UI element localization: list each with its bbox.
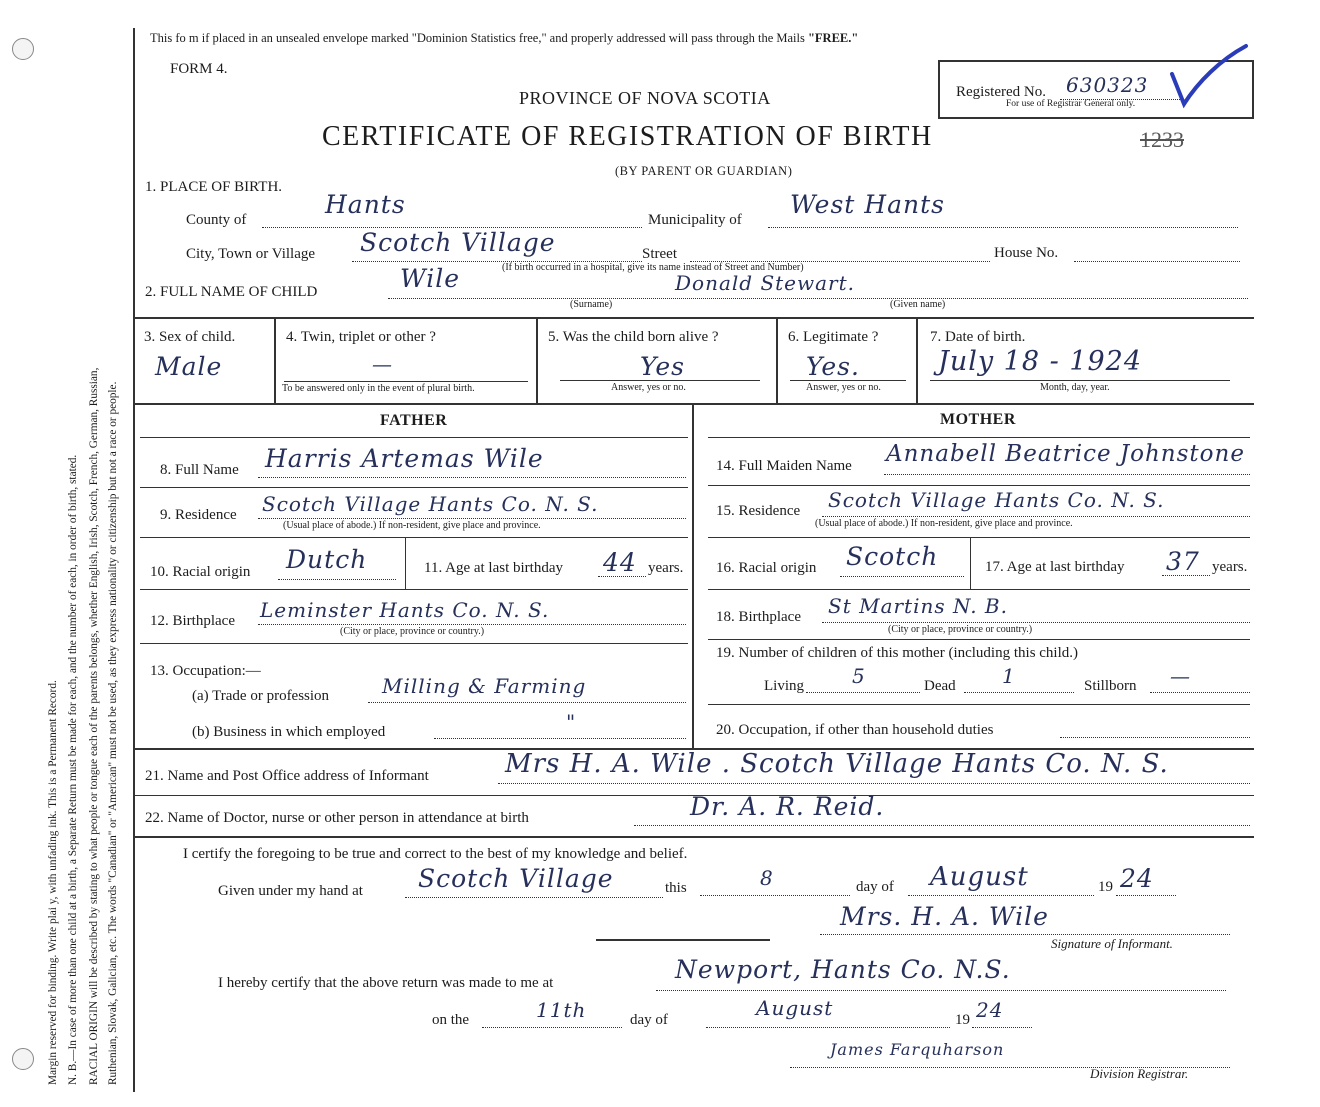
mother-row-divider bbox=[708, 704, 1250, 705]
father-residence-caption: (Usual place of abode.) If non-resident, give place and province. bbox=[283, 520, 541, 531]
certification-month-line bbox=[908, 895, 1094, 896]
date-of-birth-line bbox=[930, 380, 1230, 381]
father-birthplace-value: Leminster Hants Co. N. S. bbox=[260, 598, 550, 622]
province-heading: PROVINCE OF NOVA SCOTIA bbox=[519, 88, 771, 108]
father-birthplace-line bbox=[258, 624, 686, 625]
street-label: Street bbox=[642, 246, 677, 262]
mother-residence-line bbox=[822, 516, 1250, 517]
page-subtitle: (BY PARENT OR GUARDIAN) bbox=[615, 164, 793, 178]
binding-hole-icon bbox=[12, 1048, 34, 1070]
registrar-day-value: 11th bbox=[536, 998, 587, 1022]
day-of-label: day of bbox=[856, 879, 894, 895]
doctor-line bbox=[634, 825, 1250, 826]
born-alive-caption: Answer, yes or no. bbox=[611, 382, 686, 393]
registrar-day-line bbox=[482, 1027, 622, 1028]
mother-residence-value: Scotch Village Hants Co. N. S. bbox=[828, 488, 1165, 512]
form-number: FORM 4. bbox=[170, 61, 228, 77]
twin-line bbox=[284, 381, 528, 382]
registrar-year-value: 24 bbox=[976, 998, 1004, 1022]
page-title: CERTIFICATE OF REGISTRATION OF BIRTH bbox=[322, 121, 933, 152]
father-business-value: " bbox=[566, 710, 577, 734]
county-label: County of bbox=[186, 212, 247, 228]
mother-name-label: 14. Full Maiden Name bbox=[716, 458, 852, 474]
certification-statement: I certify the foregoing to be true and correct to the best of my knowledge and belief. bbox=[183, 846, 688, 862]
mother-name-value: Annabell Beatrice Johnstone bbox=[886, 441, 1245, 467]
living-line bbox=[806, 692, 920, 693]
father-row-divider bbox=[140, 589, 688, 590]
check-mark-icon bbox=[1168, 42, 1252, 114]
city-label: City, Town or Village bbox=[186, 246, 316, 262]
mother-name-line bbox=[884, 474, 1250, 475]
stillborn-line bbox=[1150, 692, 1250, 693]
mother-row-divider bbox=[708, 537, 1250, 538]
house-number-label: House No. bbox=[994, 245, 1059, 261]
form-left-border bbox=[133, 28, 135, 1092]
father-trade-value: Milling & Farming bbox=[382, 674, 587, 698]
legitimate-value: Yes. bbox=[806, 352, 860, 381]
father-row-divider bbox=[140, 487, 688, 488]
twin-caption: To be answered only in the event of plural birth. bbox=[282, 383, 475, 394]
this-label: this bbox=[665, 880, 687, 896]
certification-year-line bbox=[1116, 895, 1176, 896]
given-place-line bbox=[405, 897, 663, 898]
section-separator bbox=[596, 939, 770, 941]
father-name-line bbox=[258, 477, 686, 478]
father-business-line bbox=[434, 738, 686, 739]
signature-caption: Signature of Informant. bbox=[1051, 936, 1173, 951]
dead-label: Dead bbox=[924, 678, 956, 694]
legitimate-caption: Answer, yes or no. bbox=[806, 382, 881, 393]
county-value: Hants bbox=[325, 190, 406, 219]
born-alive-line bbox=[560, 380, 760, 381]
mother-row-divider bbox=[708, 639, 1250, 640]
father-business-label: (b) Business in which employed bbox=[192, 724, 386, 740]
place-of-birth-heading: 1. PLACE OF BIRTH. bbox=[145, 179, 283, 195]
registrar-signature: James Farquharson bbox=[830, 1040, 1005, 1059]
certification-month-value: August bbox=[930, 862, 1029, 892]
informant-label: 21. Name and Post Office address of Informant bbox=[145, 768, 429, 784]
given-name-caption: (Given name) bbox=[890, 299, 946, 310]
certification-year-value: 24 bbox=[1120, 864, 1154, 893]
certification-year-prefix: 19 bbox=[1098, 879, 1113, 895]
city-value: Scotch Village bbox=[360, 228, 556, 257]
mother-row-divider bbox=[708, 589, 1250, 590]
mother-row-divider bbox=[708, 485, 1250, 486]
mother-children-label: 19. Number of children of this mother (including this child.) bbox=[716, 645, 1079, 661]
binding-hole-icon bbox=[12, 38, 34, 60]
date-of-birth-value: July 18 - 1924 bbox=[938, 346, 1143, 377]
father-residence-value: Scotch Village Hants Co. N. S. bbox=[262, 492, 599, 516]
col-divider bbox=[274, 317, 276, 403]
mother-occupation-line bbox=[1060, 737, 1250, 738]
registrar-statement: I hereby certify that the above return was made to me at bbox=[218, 975, 554, 991]
child-given-name-value: Donald Stewart. bbox=[675, 271, 856, 295]
father-age-line bbox=[598, 576, 646, 577]
mother-racial-origin-label: 16. Racial origin bbox=[716, 560, 817, 576]
legitimate-label: 6. Legitimate ? bbox=[788, 329, 879, 345]
mother-age-line bbox=[1162, 575, 1210, 576]
father-row-divider bbox=[140, 643, 688, 644]
certification-day-line bbox=[700, 895, 850, 896]
born-alive-value: Yes bbox=[640, 352, 685, 381]
municipality-line bbox=[768, 227, 1238, 228]
row-divider bbox=[134, 317, 1254, 319]
father-name-label: 8. Full Name bbox=[160, 462, 239, 478]
sex-label: 3. Sex of child. bbox=[144, 329, 236, 345]
row-divider bbox=[134, 836, 1254, 838]
registered-label: Registered No. bbox=[956, 84, 1046, 100]
born-alive-label: 5. Was the child born alive ? bbox=[548, 329, 719, 345]
municipality-value: West Hants bbox=[790, 190, 945, 219]
twin-label: 4. Twin, triplet or other ? bbox=[286, 329, 436, 345]
registrar-use-note: For use of Registrar General only. bbox=[1006, 99, 1136, 109]
child-name-label: 2. FULL NAME OF CHILD bbox=[145, 284, 318, 300]
on-the-label: on the bbox=[432, 1012, 470, 1028]
certification-day-value: 8 bbox=[760, 866, 774, 890]
informant-line bbox=[498, 783, 1250, 784]
child-surname-value: Wile bbox=[400, 264, 461, 293]
doctor-value: Dr. A. R. Reid. bbox=[690, 792, 885, 821]
father-birthplace-caption: (City or place, province or country.) bbox=[340, 626, 485, 637]
mother-racial-origin-line bbox=[840, 576, 964, 577]
margin-note-multiple-births: N. B.—In case of more than one child at a birth, a Separate Return must be made for each, and the number of each, in order of birth, stated. bbox=[67, 454, 79, 1085]
row-divider bbox=[134, 403, 1254, 405]
dead-value: 1 bbox=[1002, 664, 1016, 688]
living-label: Living bbox=[764, 678, 804, 694]
given-under-label: Given under my hand at bbox=[218, 883, 363, 899]
mother-racial-origin-value: Scotch bbox=[846, 542, 939, 571]
registrar-place-value: Newport, Hants Co. N.S. bbox=[675, 955, 1011, 984]
father-age-value: 44 bbox=[603, 548, 637, 577]
father-heading: FATHER bbox=[380, 412, 448, 429]
father-trade-line bbox=[368, 702, 686, 703]
parents-divider bbox=[692, 403, 694, 748]
mother-heading-line bbox=[708, 437, 1250, 438]
registrar-year-line bbox=[972, 1027, 1032, 1028]
mother-birthplace-line bbox=[822, 622, 1250, 623]
mother-age-unit: years. bbox=[1212, 559, 1248, 575]
father-col-divider bbox=[405, 537, 406, 589]
sex-value: Male bbox=[155, 352, 223, 381]
registrar-month-line bbox=[706, 1027, 950, 1028]
father-residence-line bbox=[258, 518, 686, 519]
father-birthplace-label: 12. Birthplace bbox=[150, 613, 235, 629]
father-age-label: 11. Age at last birthday bbox=[424, 560, 563, 576]
mother-col-divider bbox=[970, 537, 971, 589]
father-racial-origin-value: Dutch bbox=[286, 545, 368, 574]
margin-note-racial-origin-cont: Ruthenian, Slovak, Galician, etc. The words "Canadian" or "American" must not be used, as they express nationality or citizenship but not a race or people. bbox=[107, 381, 119, 1085]
margin-note-racial-origin: RACIAL ORIGIN will be described by stating to what people or tongue each of the parents belongs, whether English, Irish, Scotch, French, German, Russian, bbox=[88, 367, 100, 1085]
mother-occupation-label: 20. Occupation, if other than household duties bbox=[716, 722, 994, 738]
given-place-value: Scotch Village bbox=[418, 864, 614, 893]
father-row-divider bbox=[140, 537, 688, 538]
date-of-birth-caption: Month, day, year. bbox=[1040, 382, 1110, 393]
registrar-month-value: August bbox=[756, 996, 834, 1020]
father-occupation-label: 13. Occupation:— bbox=[150, 663, 261, 679]
informant-signature-line bbox=[820, 934, 1230, 935]
surname-caption: (Surname) bbox=[570, 299, 613, 310]
registered-number-value: 630323 bbox=[1066, 73, 1149, 97]
father-residence-label: 9. Residence bbox=[160, 507, 237, 523]
mother-birthplace-caption: (City or place, province or country.) bbox=[888, 624, 1033, 635]
mail-note: This fo m if placed in an unsealed envelope marked "Dominion Statistics free," and properly addressed will pass through the Mails "FREE." bbox=[150, 31, 859, 45]
child-name-line bbox=[388, 298, 1248, 299]
col-divider bbox=[536, 317, 538, 403]
mother-residence-label: 15. Residence bbox=[716, 503, 801, 519]
col-divider bbox=[776, 317, 778, 403]
father-racial-origin-label: 10. Racial origin bbox=[150, 564, 251, 580]
house-number-line bbox=[1074, 261, 1240, 262]
municipality-label: Municipality of bbox=[648, 212, 742, 228]
informant-value: Mrs H. A. Wile . Scotch Village Hants Co. N. S. bbox=[505, 749, 1169, 779]
twin-value: — bbox=[372, 352, 393, 376]
registrar-day-of-label: day of bbox=[630, 1012, 668, 1028]
date-of-birth-label: 7. Date of birth. bbox=[930, 329, 1026, 345]
col-divider bbox=[916, 317, 918, 403]
father-name-value: Harris Artemas Wile bbox=[265, 444, 544, 473]
informant-signature: Mrs. H. A. Wile bbox=[840, 902, 1049, 931]
mother-birthplace-label: 18. Birthplace bbox=[716, 609, 801, 625]
living-value: 5 bbox=[852, 664, 866, 688]
registrar-year-prefix: 19 bbox=[955, 1012, 970, 1028]
registrar-place-line bbox=[656, 990, 1226, 991]
mother-residence-caption: (Usual place of abode.) If non-resident, give place and province. bbox=[815, 518, 1073, 529]
margin-note-binding: Margin reserved for binding. Write plai y, with unfading ink. This is a Permanent Record. bbox=[47, 680, 59, 1085]
mother-age-value: 37 bbox=[1166, 547, 1200, 576]
stillborn-value: — bbox=[1170, 664, 1191, 688]
doctor-label: 22. Name of Doctor, nurse or other person in attendance at birth bbox=[145, 810, 529, 826]
corner-number: 1233 bbox=[1140, 127, 1184, 152]
father-trade-label: (a) Trade or profession bbox=[192, 688, 330, 704]
mother-birthplace-value: St Martins N. B. bbox=[828, 594, 1008, 618]
hospital-note: (If birth occurred in a hospital, give its name instead of Street and Number) bbox=[502, 262, 804, 273]
dead-line bbox=[964, 692, 1074, 693]
father-racial-origin-line bbox=[278, 579, 396, 580]
legitimate-line bbox=[790, 380, 906, 381]
father-heading-line bbox=[140, 437, 688, 438]
father-age-unit: years. bbox=[648, 560, 684, 576]
mother-heading: MOTHER bbox=[940, 411, 1016, 428]
registrar-caption: Division Registrar. bbox=[1090, 1066, 1189, 1081]
stillborn-label: Stillborn bbox=[1084, 678, 1137, 694]
mother-age-label: 17. Age at last birthday bbox=[985, 559, 1125, 575]
